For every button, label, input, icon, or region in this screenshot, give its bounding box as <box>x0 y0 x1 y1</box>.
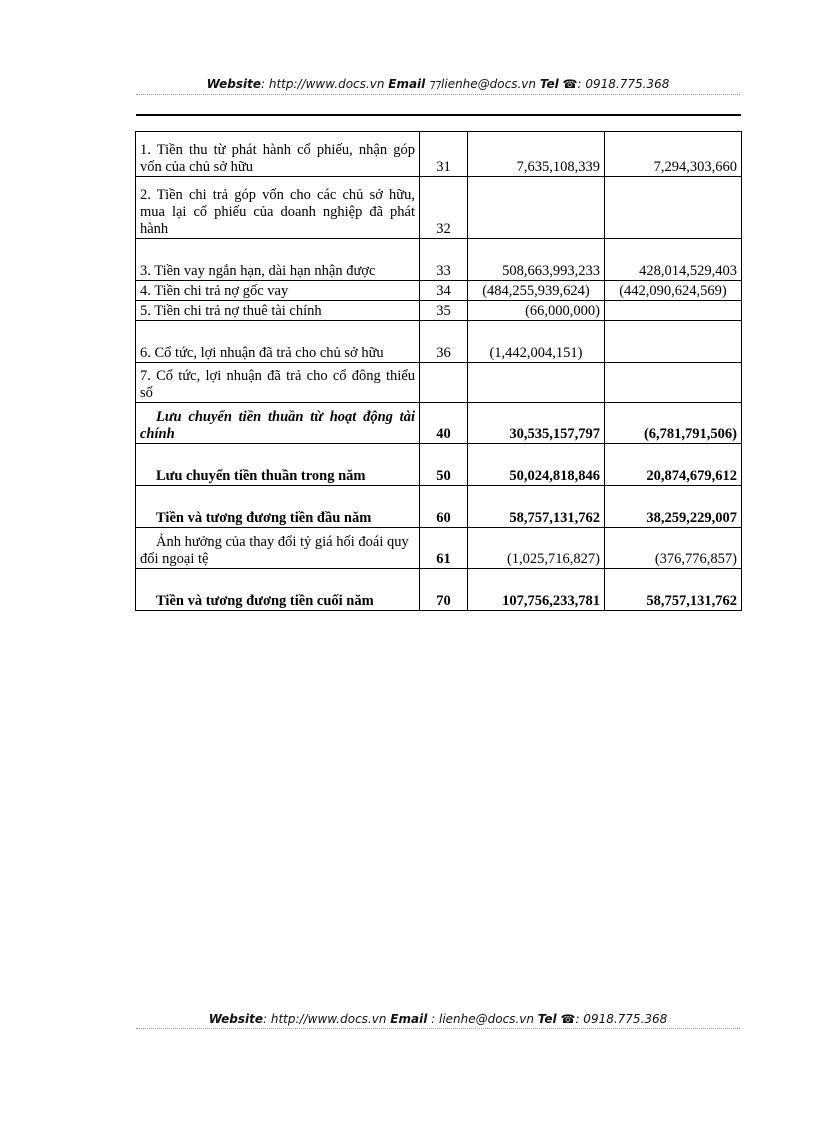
row-label <box>136 403 420 444</box>
table-row <box>136 177 742 239</box>
row-code: 40 <box>420 403 468 444</box>
table-row <box>136 281 742 301</box>
row-current-value <box>468 177 605 239</box>
row-code: 34 <box>420 281 468 301</box>
row-previous-value: 38,259,229,007 <box>605 486 742 528</box>
row-current-value: 50,024,818,846 <box>468 444 605 486</box>
page-header <box>136 77 740 91</box>
row-previous-value: (376,776,857) <box>605 528 742 569</box>
header-tel-number: : 0918.775.368 <box>577 77 670 91</box>
header-website-url[interactable]: : http://www.docs.vn <box>260 77 389 91</box>
phone-icon: ☎ <box>560 1012 576 1026</box>
row-previous-value: 428,014,529,403 <box>605 239 742 281</box>
footer-tel-number: : 0918.775.368 <box>575 1012 668 1026</box>
row-label: 2. Tiền chi trả góp vốn cho các chủ sở hữu, mua lại cổ phiếu của doanh nghiệp đã phát hành <box>136 177 420 239</box>
row-previous-value: 7,294,303,660 <box>605 132 742 177</box>
row-label: 3. Tiền vay ngắn hạn, dài hạn nhận được <box>136 239 420 281</box>
row-code: 31 <box>420 132 468 177</box>
cash-flow-table <box>135 131 742 611</box>
row-label: 6. Cổ tức, lợi nhuận đã trả cho chủ sở hữu <box>136 321 420 363</box>
row-code: 36 <box>420 321 468 363</box>
row-code: 32 <box>420 177 468 239</box>
header-thick-rule <box>136 114 741 116</box>
footer-website-label: Website <box>208 1012 264 1026</box>
header-email-label: Email <box>388 77 426 91</box>
row-current-value: (484,255,939,624) <box>468 281 605 301</box>
table-row <box>136 486 742 528</box>
row-current-value: (1,442,004,151) <box>468 321 605 363</box>
row-previous-value <box>605 321 742 363</box>
footer-email-label: Email <box>390 1012 428 1026</box>
row-label-text: Lưu chuyển tiền thuần trong năm <box>156 468 366 484</box>
row-current-value: 7,635,108,339 <box>468 132 605 177</box>
table-row <box>136 403 742 444</box>
row-current-value <box>468 363 605 403</box>
row-current-value: (1,025,716,827) <box>468 528 605 569</box>
row-current-value: 30,535,157,797 <box>468 403 605 444</box>
row-previous-value: 20,874,679,612 <box>605 444 742 486</box>
row-label-text: Lưu chuyển tiền thuần từ hoạt động tài chính <box>140 409 415 442</box>
phone-icon: ☎ <box>562 77 578 91</box>
row-current-value: 58,757,131,762 <box>468 486 605 528</box>
footer-divider <box>136 1028 740 1029</box>
row-label: 4. Tiền chi trả nợ gốc vay <box>136 281 420 301</box>
row-label: 5. Tiền chi trả nợ thuê tài chính <box>136 301 420 321</box>
row-current-value: 107,756,233,781 <box>468 569 605 611</box>
header-divider <box>136 94 740 95</box>
row-previous-value: 58,757,131,762 <box>605 569 742 611</box>
row-code: 50 <box>420 444 468 486</box>
row-label <box>136 486 420 528</box>
row-code: 60 <box>420 486 468 528</box>
row-code: 35 <box>420 301 468 321</box>
table-row <box>136 528 742 569</box>
row-current-value: (66,000,000) <box>468 301 605 321</box>
row-code: 33 <box>420 239 468 281</box>
row-label: 1. Tiền thu từ phát hành cổ phiếu, nhận góp vốn của chủ sở hữu <box>136 132 420 177</box>
table-row <box>136 239 742 281</box>
table-row <box>136 132 742 177</box>
row-label-text: Tiền và tương đương tiền đầu năm <box>156 510 372 526</box>
row-previous-value <box>605 301 742 321</box>
footer-website-url[interactable]: : http://www.docs.vn <box>263 1012 391 1026</box>
table-row <box>136 444 742 486</box>
row-previous-value <box>605 177 742 239</box>
row-previous-value: (442,090,624,569) <box>605 281 742 301</box>
table-row <box>136 569 742 611</box>
footer-email-address[interactable]: : lienhe@docs.vn <box>427 1012 538 1026</box>
page-footer <box>136 1012 740 1026</box>
row-code: 61 <box>420 528 468 569</box>
footer-tel-label: Tel <box>537 1012 557 1026</box>
row-label: Ảnh hưởng của thay đổi tỷ giá hối đoái quy đổi ngoại tệ <box>136 528 420 569</box>
header-website-label: Website <box>206 77 261 91</box>
table-row <box>136 363 742 403</box>
table-row <box>136 301 742 321</box>
row-previous-value: (6,781,791,506) <box>605 403 742 444</box>
row-current-value: 508,663,993,233 <box>468 239 605 281</box>
table-row <box>136 321 742 363</box>
row-label: 7. Cổ tức, lợi nhuận đã trả cho cổ đông thiểu số <box>136 363 420 403</box>
row-previous-value <box>605 363 742 403</box>
row-label <box>136 569 420 611</box>
header-email-address[interactable]: ⁊⁊lienhe@docs.vn <box>425 77 540 91</box>
row-code <box>420 363 468 403</box>
row-label-text: Tiền và tương đương tiền cuối năm <box>156 593 374 609</box>
row-label <box>136 444 420 486</box>
row-code: 70 <box>420 569 468 611</box>
header-tel-label: Tel <box>539 77 559 91</box>
